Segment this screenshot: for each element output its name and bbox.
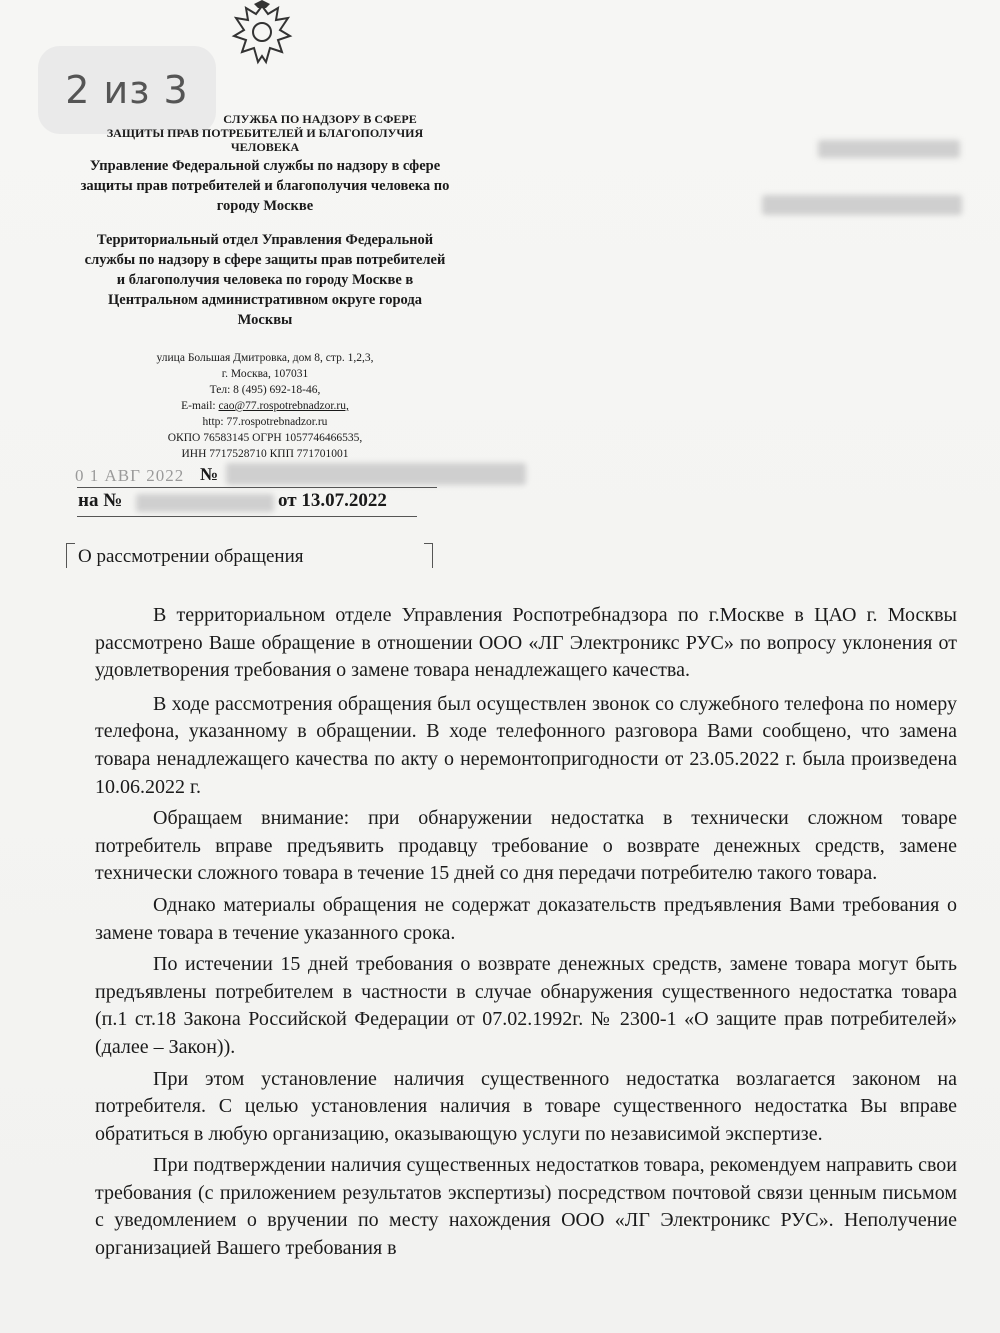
subject-bracket-left [66,543,75,568]
letter-subject: О рассмотрении обращения [78,546,304,567]
paragraph-3: Обращаем внимание: при обнаружении недостатка в технически сложном товаре потребитель вправе предъявить продавцу требование о возврате денежных средств, замене технически сложного товара в течение 15 дней со дня передачи потребителю такого товара. [95,807,957,885]
letterhead [60,112,470,330]
inn-kpp-line: ИНН 7717528710 КПП 771701001 [181,448,349,460]
service-line-3: ЧЕЛОВЕКА [230,140,300,154]
service-line-2: ЗАЩИТЫ ПРАВ ПОТРЕБИТЕЛЕЙ И БЛАГОПОЛУЧИЯ [106,126,424,140]
okpo-ogrn-line: ОКПО 76583145 ОГРН 1057746466535, [167,432,363,444]
email-label: E-mail: [181,400,216,412]
paragraph-7: При подтверждении наличия существенных недостатков товара, рекомендуем направить свои требования (с приложением результатов экспертизы) посредством почтовой связи ценным письмом с уведомлением о вручении по месту нахождения ООО «ЛГ Электроникс РУС». Неполучение организацией Вашего требования в [95,1154,957,1260]
contact-block [95,350,435,462]
page-counter-badge: 2 из 3 [38,46,216,134]
website-line: http: 77.rospotrebnadzor.ru [202,416,328,428]
paragraph-2: В ходе рассмотрения обращения был осуществлен звонок со служебного телефона по номеру телефона, указанному в обращении. В ходе телефонного разговора Вами сообщено, что замена товара ненадлежащего качества по акту о неремонтопригодности от 23.05.2022 г. была произведена 10.06.2022 г. [95,692,957,798]
reference-number-redacted [136,494,274,512]
paragraph-1: В территориальном отделе Управления Роспотребнадзора по г.Москве в ЦАО г. Москвы рассмотрено Ваше обращение в отношении ООО «ЛГ Электроникс РУС» по вопросу уклонения от удовлетворения требования о замене товара ненадлежащего качества. [95,604,957,682]
email-link[interactable]: cao@77.rospotrebnadzor.ru, [218,400,349,412]
paragraph-5: По истечении 15 дней требования о возврате денежных средств, замене товара могут быть предъявлены потребителем в частности в случае обнаружения существенного недостатка товара (п.1 ст.18 Закона Российской Федерации от 07.02.1992г. № 2300-1 «О защите прав потребителей» (далее – Закон)). [95,953,957,1058]
paragraph-6: При этом установление наличия существенного недостатка возлагается законом на потребителя. С целью установления наличия в товаре существенного недостатка Вы вправе обратиться в любую организацию, оказывающую услуги по независимой экспертизе. [95,1067,957,1145]
letter-body [95,602,957,1267]
address-line-2: г. Москва, 107031 [221,368,309,380]
reference-prefix: на № [78,490,123,511]
date-stamp: 0 1 АВГ 2022 [75,466,185,485]
phone-line: Тел: 8 (495) 692-18-46, [209,384,321,396]
subject-bracket-right [424,543,433,568]
number-underline [77,487,437,488]
email-line [95,398,435,414]
paragraph-4: Однако материалы обращения не содержат доказательств предъявления Вами требования о замене товара в течение указанного срока. [95,893,957,944]
recipient-email-redacted [762,195,962,215]
outgoing-number-redacted [226,463,526,485]
address-line-1: улица Большая Дмитровка, дом 8, стр. 1,2,3, [156,352,374,364]
recipient-name-redacted [818,140,960,158]
service-line-1: СЛУЖБА ПО НАДЗОРУ В СФЕРЕ [223,112,417,126]
territorial-office-name: Территориальный отдел Управления Федеральной службы по надзору в сфере защиты прав потребителей и благополучия человека по городу Москве в Центральном административном округе города Москвы [84,232,446,328]
department-name: Управление Федеральной службы по надзору в сфере защиты прав потребителей и благополучия человека по городу Москве [80,158,450,214]
coat-of-arms-icon [222,0,302,72]
reference-date: от 13.07.2022 [278,490,387,511]
reference-underline [77,516,417,517]
number-sign: № [200,464,219,484]
